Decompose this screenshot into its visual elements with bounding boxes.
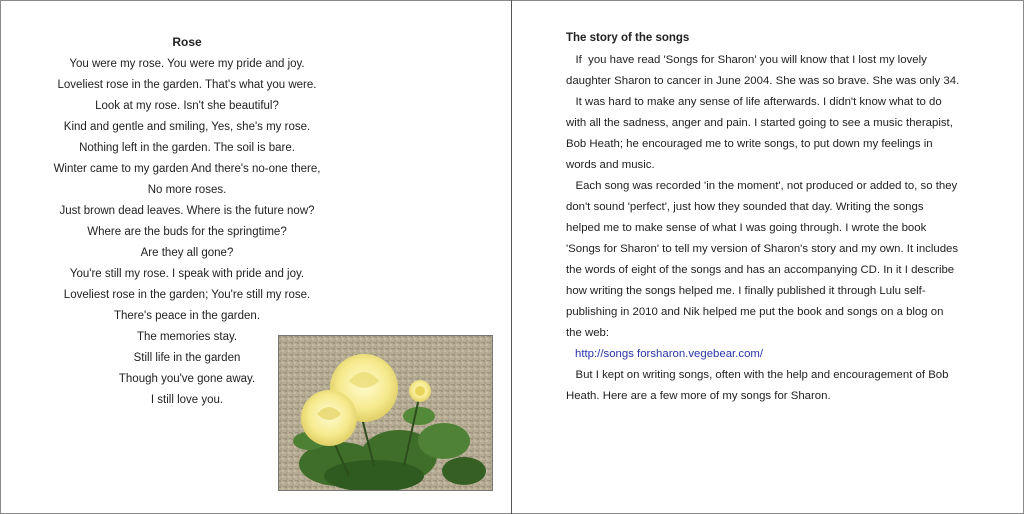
story-line: how writing the songs helped me. I finally published it through Lulu self-: [566, 285, 926, 297]
poem-line: Though you've gone away.: [118, 373, 256, 385]
poem-line: Where are the buds for the springtime?: [87, 226, 287, 238]
story-text: [566, 29, 986, 407]
story-line: daughter Sharon to cancer in June 2004. She was so brave. She was only 34.: [566, 75, 960, 87]
poem-line: The memories stay.: [136, 331, 238, 343]
poem-line: There's peace in the garden.: [113, 310, 261, 322]
blog-link[interactable]: http://songs forsharon.vegebear.com/: [575, 348, 764, 360]
poem-line: Loveliest rose in the garden. That's what you were.: [57, 79, 317, 91]
story-line: with all the sadness, anger and pain. I started going to see a music therapist,: [566, 117, 953, 129]
story-line: publishing in 2010 and Nik helped me put the book and songs on a blog on: [566, 306, 944, 318]
story-line: Bob Heath; he encouraged me to write songs, to put down my feelings in: [566, 138, 933, 150]
story-line: Heath. Here are a few more of my songs for Sharon.: [566, 390, 831, 402]
story-title: The story of the songs: [566, 32, 690, 44]
poem-title: Rose: [172, 35, 202, 49]
story-line: the words of eight of the songs and has an accompanying CD. In it I describe: [566, 264, 955, 276]
story-line: helped me to make sense of what I was going through. I wrote the book: [566, 222, 927, 234]
poem-line: Still life in the garden: [133, 352, 241, 364]
poem-line: Winter came to my garden And there's no-one there,: [53, 163, 321, 175]
poem-line: No more roses.: [147, 184, 227, 196]
poem-line: Nothing left in the garden. The soil is bare.: [79, 142, 295, 154]
rose-photo: [278, 335, 493, 491]
poem-line: Kind and gentle and smiling, Yes, she's my rose.: [63, 121, 311, 133]
story-line: words and music.: [566, 159, 655, 171]
story-line: 'Songs for Sharon' to tell my version of Sharon's story and my own. It includes: [566, 243, 959, 255]
story-line: It was hard to make any sense of life afterwards. I didn't know what to do: [566, 96, 942, 108]
rose-photo-image: [279, 336, 492, 490]
story-line: Each song was recorded 'in the moment', not produced or added to, so they: [566, 180, 958, 192]
poem-line: Loveliest rose in the garden; You're still my rose.: [63, 289, 311, 301]
story-line: If you have read 'Songs for Sharon' you will know that I lost my lovely: [566, 54, 927, 66]
poem-line: I still love you.: [150, 394, 224, 406]
poem-line: Are they all gone?: [140, 247, 234, 259]
book-spine: [511, 0, 512, 514]
poem-line: You're still my rose. I speak with pride and joy.: [69, 268, 305, 280]
left-page: [1, 1, 511, 513]
story-line: the web:: [566, 327, 610, 339]
poem-line: Look at my rose. Isn't she beautiful?: [95, 100, 279, 112]
story-line: don't sound 'perfect', just how they sounded that day. Writing the songs: [566, 201, 924, 213]
story-line: But I kept on writing songs, often with the help and encouragement of Bob: [566, 369, 949, 381]
right-page: [513, 1, 1023, 513]
poem-line: Just brown dead leaves. Where is the future now?: [59, 205, 315, 217]
poem-line: You were my rose. You were my pride and joy.: [69, 58, 305, 70]
